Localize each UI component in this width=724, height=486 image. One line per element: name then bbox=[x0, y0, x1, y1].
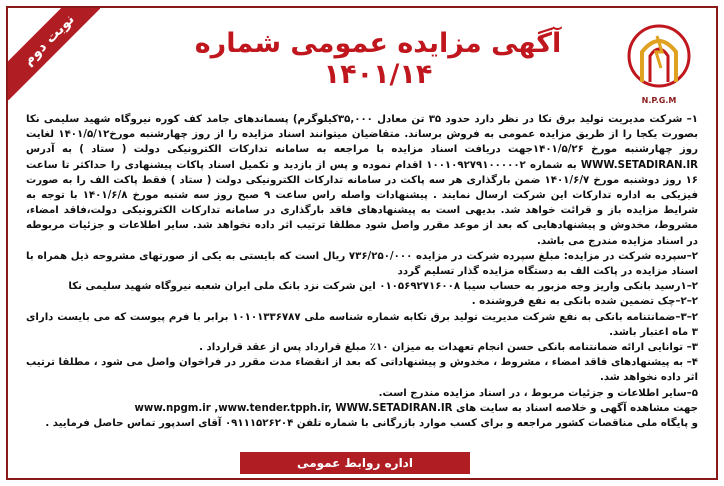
paragraph-2-3: ۲–۳–ضمانتنامه بانکی به نفع شرکت مدیریت تولید برق تکابه شماره شناسه ملی ۱۰۱۰۱۳۳۶۷۸۷ برابر با فرم پیوست که می بایست دارای ۳ ماه اعتبار باشد. bbox=[26, 311, 699, 338]
paragraph-5: ۵–سایر اطلاعات و جزئیات مربوط ، در اسناد مزایده مندرج است. bbox=[378, 387, 698, 399]
footer-label: اداره روابط عمومی bbox=[240, 452, 470, 474]
round-ribbon bbox=[8, 8, 100, 100]
notice-body bbox=[26, 112, 698, 431]
npgm-logo-icon bbox=[624, 22, 694, 96]
paragraph-4: ۴– به پیشنهادهای فاقد امضاء ، مشروط ، مخدوش و پیشنهاداتی که بعد از انقضاء مدت مقرر در فراخوان واصل می شود ، مطلقا ترتیب اثر داده نخواهد شد. bbox=[26, 357, 698, 384]
paragraph-contact: و پایگاه ملی مناقصات کشور مراجعه و برای کسب موارد بازرگانی با شماره تلفن ۰۹۱۱۱۵۲۶۲۰۴ آقای اسدپور تماس حاصل فرمایید . bbox=[45, 418, 698, 430]
round-badge: نوبت دوم bbox=[8, 8, 100, 100]
paragraph-3: ۳– توانایی ارائه ضمانتنامه بانکی حسن انجام تعهدات به میزان ۱۰٪ مبلغ قرارداد پس از عقد قرارداد . bbox=[199, 342, 698, 354]
paragraph-2: ۲–سپرده شرکت در مزایده: مبلغ سپرده شرکت در مزایده ۷۳۶/۲۵۰/۰۰۰ ریال است که بایستی به یکی از صورتهای مشروحه ذیل همراه با اسناد مزایده در پاکت الف به دستگاه مزایده گذار تسلیم گردد bbox=[26, 250, 698, 278]
page-title: آگهی مزایده عمومی شماره ۱۴۰۱/۱۴ bbox=[194, 28, 562, 90]
paragraph-1: ۱– شرکت مدیریت تولید برق نکا در نظر دارد حدود ۳۵ تن معادل ۳۵,۰۰۰کیلوگرم) پسماندهای جامد کف کوره نیروگاه شهید سلیمی نکا بصورت یکجا را از طریق مزایده عمومی به فروش برساند. متقاضیان میتوانند اسناد مزایده را از روز چهارشنبه مورخ۱۴۰۱/۵/۱۲ لغایت روز چهارشنبه مورخ ۱۴۰۱/۵/۲۶جهت دریافت اسناد مزایده با مراجعه به سامانه تدارکات الکترونیکی دولت ( ستاد ) به آدرس WWW.SETADIRAN.IR به شماره ۱۰۰۱۰۹۲۷۹۱۰۰۰۰۰۲ اقدام نموده و پس از بازدید و تکمیل اسناد پاکات پیشنهادی را حداکثر تا ساعت ۱۶ روز دوشنبه مورخ ۱۴۰۱/۶/۷ ضمن بارگذاری هر سه پاکت در سامانه تدارکات الکترونیکی دولت ( ستاد ) فقط پاکت الف را به صورت فیزیکی به اداره تدارکات این شرکت ارسال نمایند . پیشنهادات واصله راس ساعت ۹ صبح روز سه شنبه مورخ ۱۴۰۱/۶/۸ با توجه به شرایط مزایده باز و قرائت خواهد شد. بدیهی است به پیشنهادهای فاقد بارگذاری در سامانه تدارکات الکترونیکی دولت،فاقد امضاء، مشروط، مخدوش و پیشنهادهایی که بعد از موعد مقرر واصل شود مطلقا ترتیب اثر داده نخواهد شد. سایر اطلاعات و جزئیات مربوطه در اسناد مزایده مندرج می باشد. bbox=[26, 114, 698, 247]
paragraph-2-1: ۲–۱رسید بانکی واریز وجه مزبور به حساب سیبا ۰۱۰۵۶۹۲۷۱۶۰۰۸ این شرکت نزد بانک ملی ایران شعبه نیروگاه شهید سلیمی نکا bbox=[68, 281, 698, 293]
paragraph-2-2: ۲–۲–چک تضمین شده بانکی به نفع فروشنده . bbox=[471, 296, 698, 308]
logo-caption: N.P.G.M bbox=[641, 96, 677, 105]
notice-frame bbox=[6, 6, 718, 480]
paragraph-websites: جهت مشاهده آگهی و خلاصه اسناد به سایت های www.npgm.ir ,www.tender.tpph.ir, WWW.SETADIRAN.IR bbox=[134, 402, 698, 414]
